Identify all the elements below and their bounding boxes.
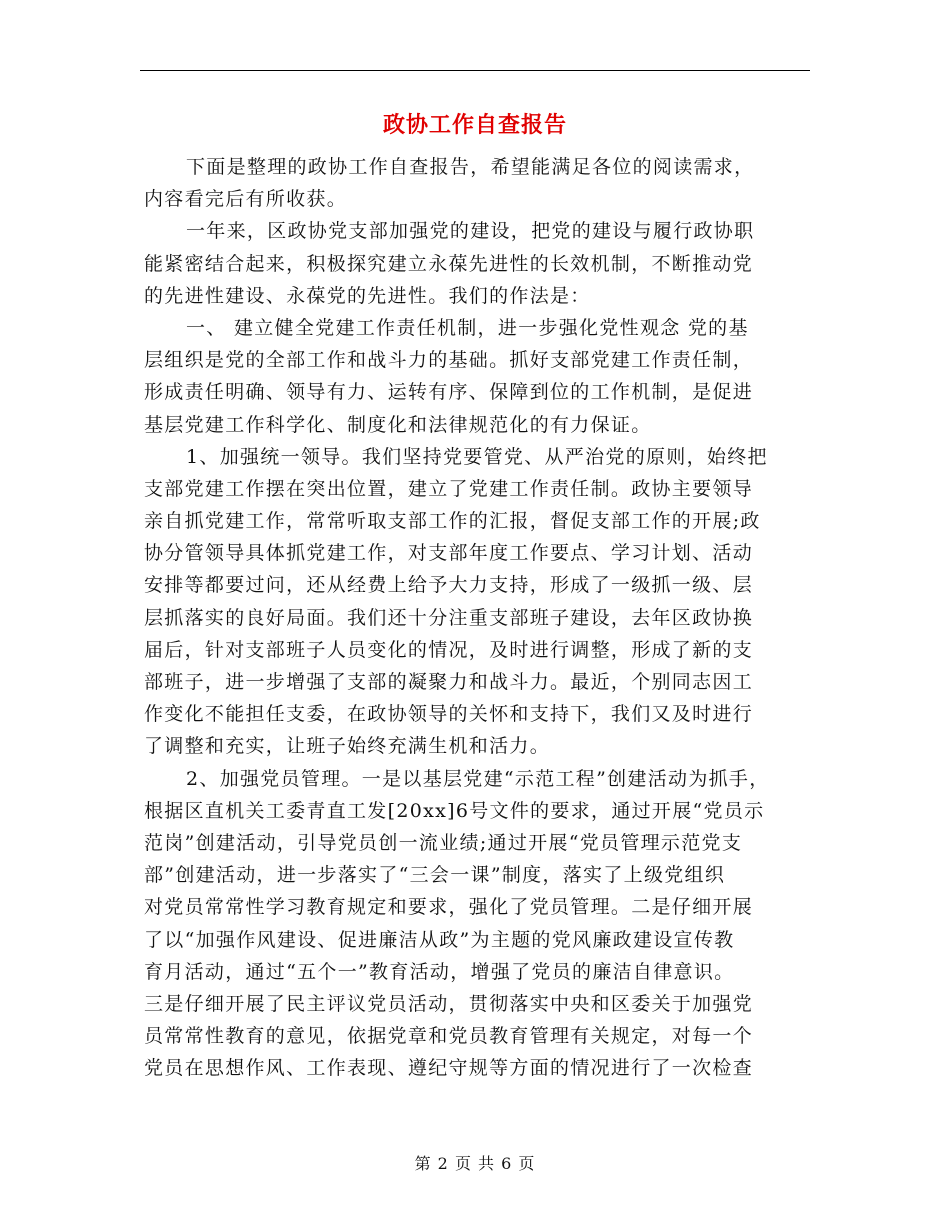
- text-line: 基层党建工作科学化、制度化和法律规范化的有力保证。: [144, 413, 652, 436]
- text-line: 了调整和充实，让班子始终充满生机和活力。: [144, 735, 551, 758]
- text-line: 下面是整理的政协工作自查报告，希望能满足各位的阅读需求，: [186, 156, 755, 178]
- header-rule: [140, 70, 810, 71]
- document-title: 政协工作自查报告: [382, 112, 567, 138]
- text-line: 育月活动，通过“五个一”教育活动，增强了党员的廉洁自律意识。: [144, 960, 735, 983]
- text-line: 亲自抓党建工作，常常听取支部工作的汇报，督促支部工作的开展;政: [144, 510, 761, 533]
- text-line: 党员在思想作风、工作表现、遵纪守规等方面的情况进行了一次检查: [144, 1057, 754, 1080]
- text-line: 内容看完后有所收获。: [144, 188, 348, 211]
- text-line: 范岗”创建活动，引导党员创一流业绩;通过开展“党员管理示范党支: [144, 831, 743, 854]
- text-line: 员常常性教育的意见，依据党章和党员教育管理有关规定，对每一个: [144, 1025, 754, 1048]
- text-line: 协分管领导具体抓党建工作，对支部年度工作要点、学习计划、活动: [144, 542, 754, 565]
- text-line: 一年来，区政协党支部加强党的建设，把党的建设与履行政协职: [186, 220, 755, 243]
- text-line: 层抓落实的良好局面。我们还十分注重支部班子建设，去年区政协换: [144, 606, 754, 629]
- text-line: 根据区直机关工委青直工发[20xx]6号文件的要求，通过开展“党员示: [144, 799, 765, 822]
- text-line: 一、 建立健全党建工作责任机制，进一步强化党性观念 党的基: [186, 316, 749, 339]
- text-line: 三是仔细开展了民主评议党员活动，贯彻落实中央和区委关于加强党: [144, 992, 754, 1015]
- page-number: 第 2 页 共 6 页: [414, 1154, 536, 1173]
- text-line: 届后，针对支部班子人员变化的情况，及时进行调整，形成了新的支: [144, 638, 754, 661]
- document-body: [144, 151, 804, 1084]
- text-line: 的先进性建设、永葆党的先进性。我们的作法是：: [144, 284, 591, 307]
- text-line: 对党员常常性学习教育规定和要求，强化了党员管理。二是仔细开展: [144, 896, 754, 919]
- text-line: 层组织是党的全部工作和战斗力的基础。抓好支部党建工作责任制，: [144, 349, 754, 372]
- text-line: 形成责任明确、领导有力、运转有序、保障到位的工作机制，是促进: [144, 381, 754, 404]
- text-line: 部”创建活动，进一步落实了“三会一课”制度，落实了上级党组织: [144, 864, 726, 887]
- text-line: 能紧密结合起来，积极探究建立永葆先进性的长效机制，不断推动党: [144, 252, 754, 275]
- text-line: 1、加强统一领导。我们坚持党要管党、从严治党的原则，始终把: [186, 445, 768, 468]
- text-line: 2、加强党员管理。一是以基层党建“示范工程”创建活动为抓手，: [186, 767, 770, 790]
- text-line: 安排等都要过问，还从经费上给予大力支持，形成了一级抓一级、层: [144, 574, 754, 597]
- text-line: 部班子，进一步增强了支部的凝聚力和战斗力。最近，个别同志因工: [144, 671, 754, 693]
- text-line: 了以“加强作风建设、促进廉洁从政”为主题的党风廉政建设宣传教: [144, 928, 735, 951]
- text-line: 作变化不能担任支委，在政协领导的关怀和支持下，我们又及时进行: [144, 703, 754, 726]
- text-line: 支部党建工作摆在突出位置，建立了党建工作责任制。政协主要领导: [144, 477, 754, 500]
